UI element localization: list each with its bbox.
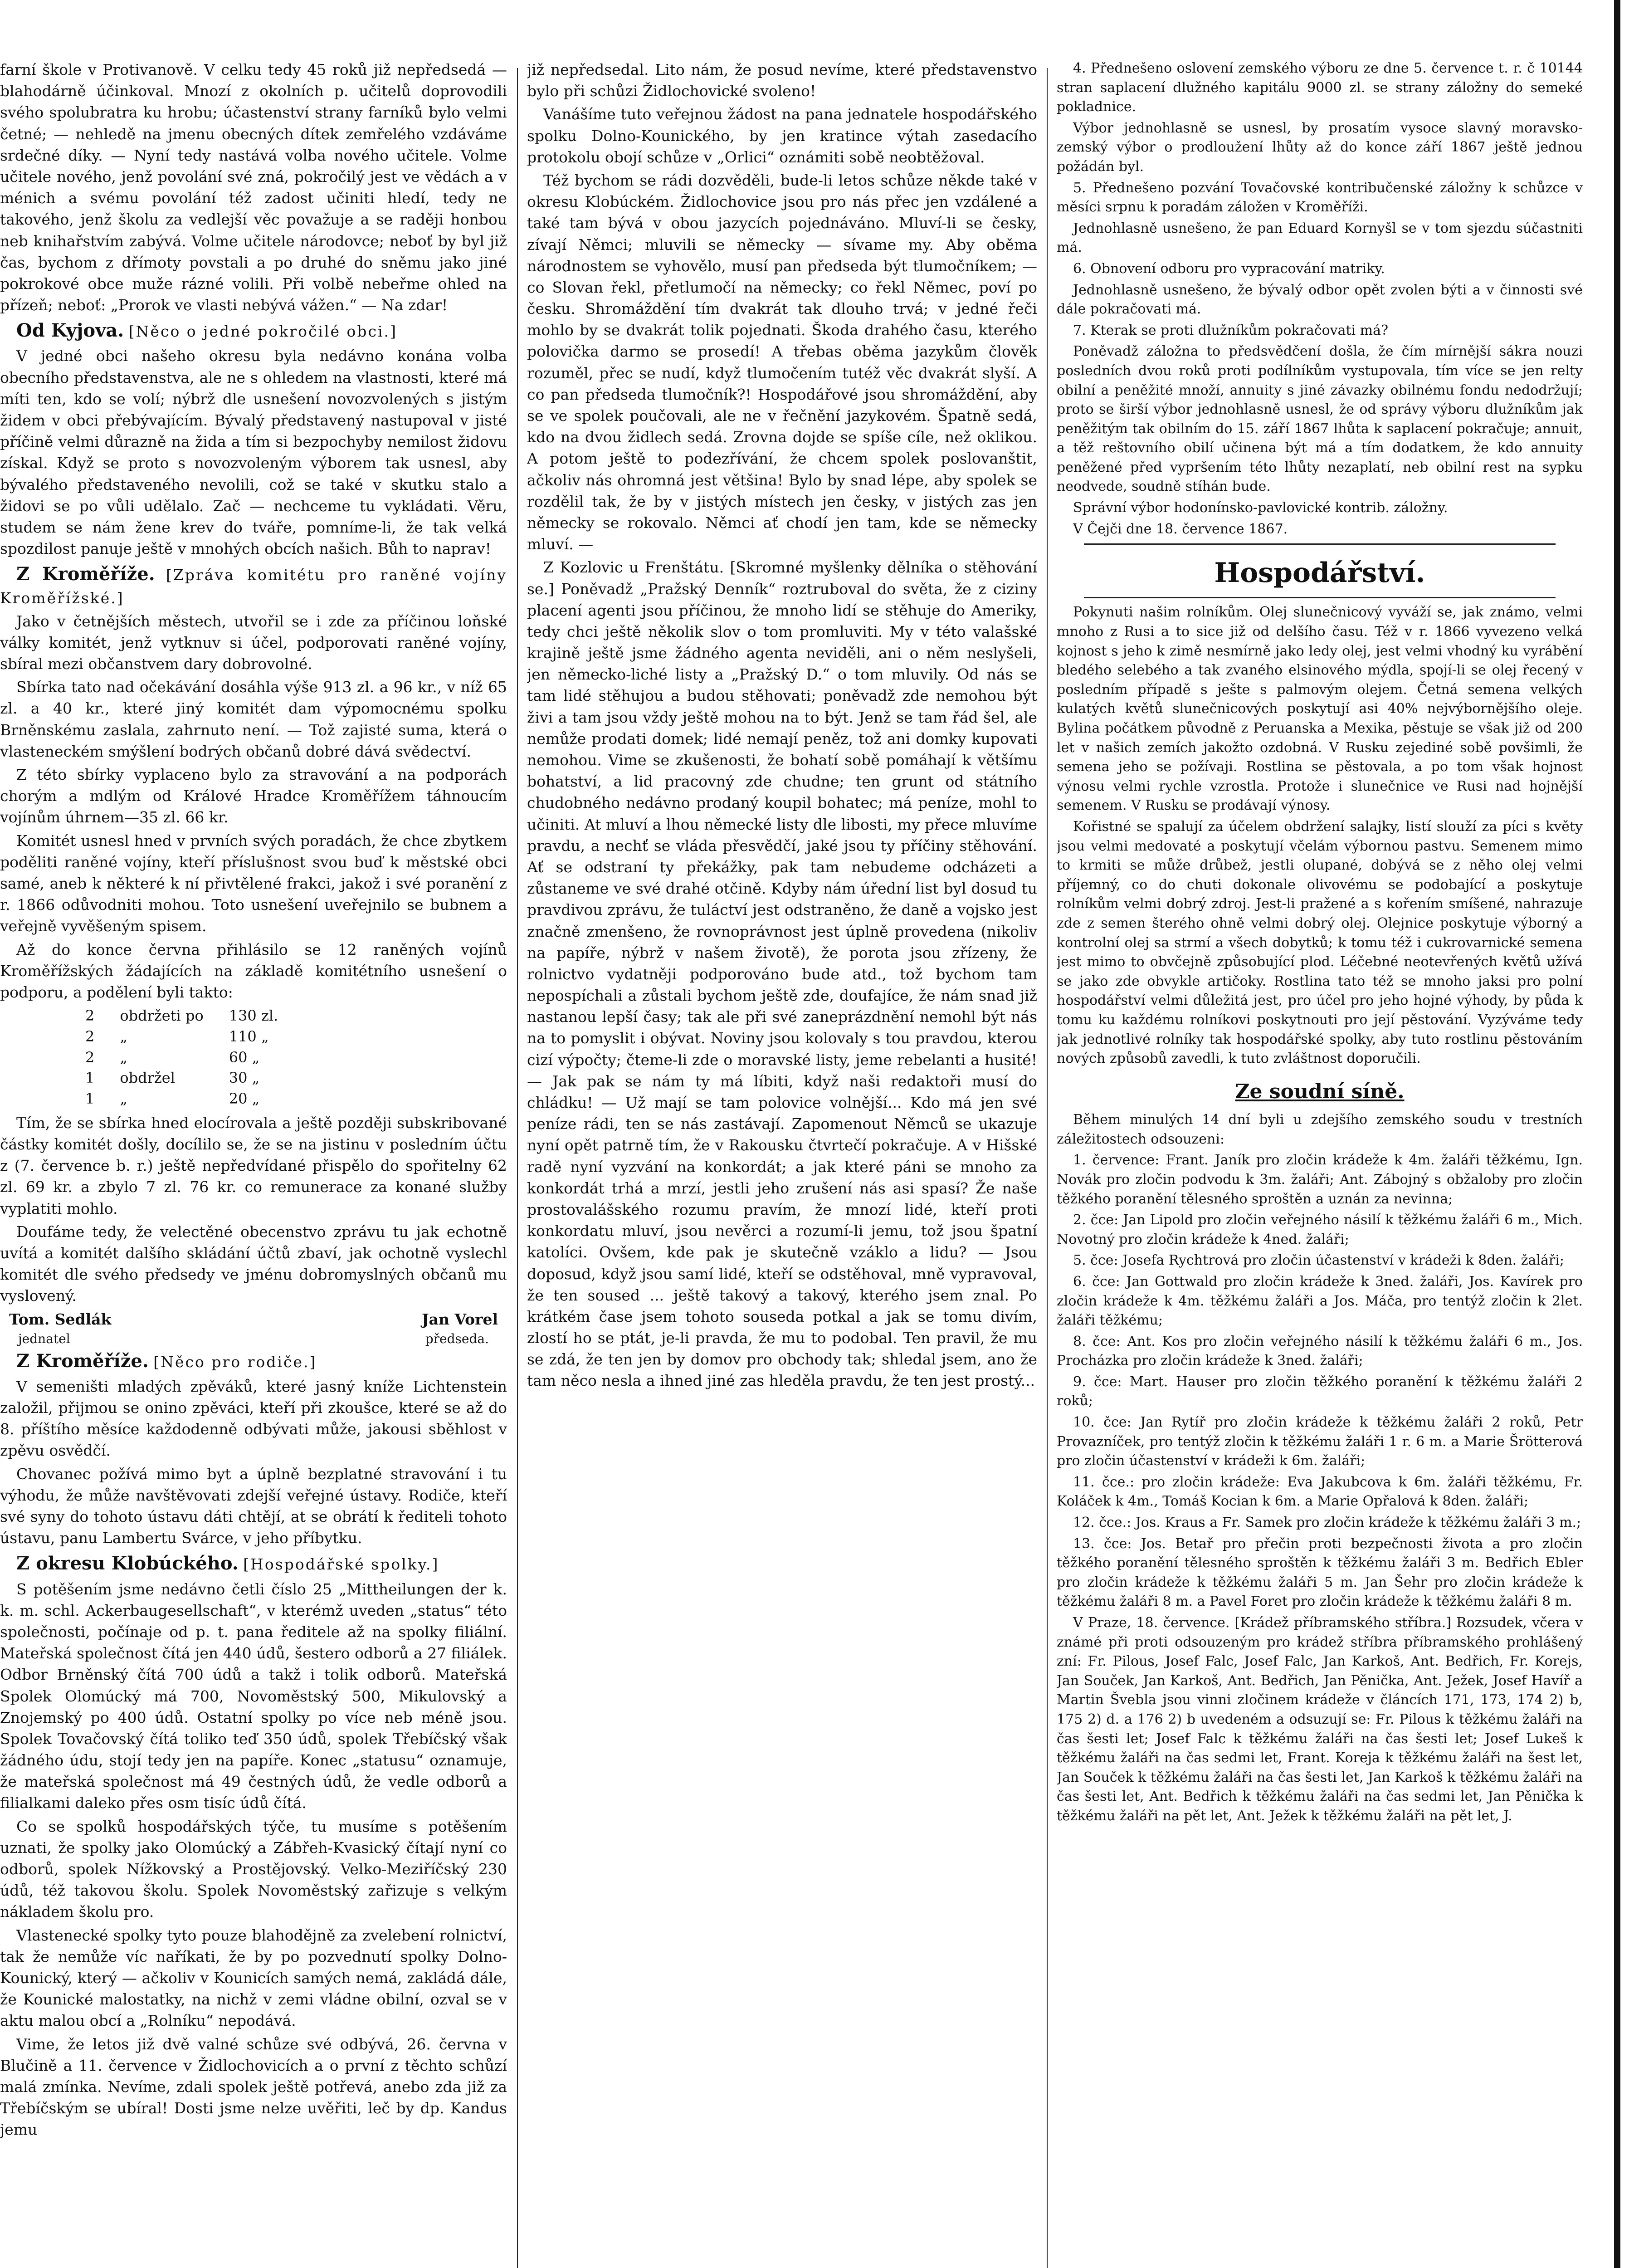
article-paragraph: Jednohlasně usnešeno, že pan Eduard Kornyšl se v tom sjezdu súčastniti má. bbox=[1057, 220, 1583, 256]
article-paragraph: Kořistné se spalují za účelem obdržení salajky, listí slouží za píci s květy jsou velmi medovaté a poskytují včelám výbornou pastvu. Semenem mimo to krmiti se může drůbež, jestli olupané, dobývá se z něho olej velmi příjemný, co do chuti dokonale olivovému se podobající a poskytuje rolníkům velmi dobrý zdroj. Jest-li pražené a s kořením smíšené, nahrazuje zde z semen šterého ohně velmi dobrý olej. Olejnice poskytuje výborný a kontrolní olej sa strmí a všech dobytků; k tomu též i cukrovarnické semena jest mimo to obvčejně způsobující plod. Léčebné neotevřených květů užívá se jako zde obvykle artičoky. Rostlina tato též se mnoho jaksi pro polní hospodářství velmi důležitá jest, pro účel pro jeho hojné výhody, by půda k tomu ku každému rolníkovi poskytnouti pro její pěstování. Vyzýváme tedy jak jednotlivé rolníky tak hospodářské spolky, aby tuto rostlinu pěstováním nových způsobů zavedli, k tuto zvláštnost doporučili. bbox=[1057, 818, 1583, 1067]
table-cell: 130 zl. bbox=[229, 1007, 278, 1025]
column-left bbox=[0, 59, 507, 2268]
article-paragraph: Též bychom se rádi dozvěděli, bude-li letos schůze někde také v okresu Klobúckém. Židlochovice jsou pro nás přec jen vzdálené a také tam bývá v obou jazycích pojednáváno. Mluví-li se česky, zívají Němci; mluvili se německy — sívame my. Aby oběma národnostem se vyhovělo, musí pan předseda být tlumočníkem; — co Slovan řekl, přetlumočí na německy; co řekl Němec, poví po česku. Shromáždění tím dvakrát tak dlouho trvá; v jedné řeči mohlo by se dvakrát tolik pojednati. Škoda drahého času, kterého polovička darmo se prosedí! A třebas oběma jazykům člověk rozuměl, přec se nudí, když tlumočením tutéž věc dvakrát slyší. A co pan předseda tlumočník?! Hospodářové jsou shromáždění, aby se ve spolek poučovali, ale ne v řečnění jazykovém. Špatně sedá, kdo na dvou židlech sedá. Zrovna dojde se spíše cíle, než oklikou. A potom ještě to podezřívání, že chcem spolek poslovanštit, ačkoliv nás ohromná jest většina! Bylo by snad lépe, aby spolek se rozdělil tak, že by v jistých místech jen česky, v jistých zas jen německy se rokovalo. Němci ať chodí jen tam, kde se německy mluví. — bbox=[527, 171, 1037, 553]
dateline: Z okresu Klobúckého. bbox=[16, 1553, 239, 1574]
table-cell: obdržel bbox=[120, 1069, 175, 1087]
dateline: Od Kyjova. bbox=[16, 320, 124, 342]
page-edge bbox=[1614, 0, 1620, 2268]
list-item: 12. čce.: Jos. Kraus a Fr. Samek pro zločin krádeže k těžkému žaláři 3 m.; bbox=[1073, 1515, 1581, 1531]
table-cell: 1 bbox=[85, 1069, 95, 1087]
table-cell: 2 bbox=[85, 1048, 95, 1066]
article-paragraph: Poněvadž záložna to předsvědčení došla, že čím mírnější sákra nouzi posledních dvou roků proti podílníkům vystupovala, tím více se jen relty obilní a peněžité množí, annuity s jiné závazky obilnému fondu nedodržují; proto se širší výbor jednohlasně usnesl, že od správy výboru dlužníkům jak peněžitým tak obilním do 15. září 1867 lhůta k saplacení pokračuje; annuit, a těž reštovního obilí učinena být má a tím dodatkem, že kdo annuity peněžené před vypršením této lhůty nezaplatí, neb obilní rest na sypku neodvede, soudně stíhán bude. bbox=[1057, 343, 1583, 495]
table-cell: „ bbox=[120, 1090, 127, 1108]
table-cell: „ bbox=[120, 1048, 127, 1066]
article-paragraph: V Praze, 18. července. [Krádež příbramského stříbra.] Rozsudek, včera v známé při proti odsouzeným pro krádež stříbra příbramského prohlášený zní: Fr. Pilous, Josef Falc, Josef Falc, Jan Karkoš, Ant. Bedřich, Fr. Korejs, Jan Souček, Jan Karkoš, Ant. Bedřich, Jan Pěnička, Ant. Ježek, Josef Havíř a Martin Švebla jsou vinni zločinem krádeže v článcích 171, 173, 174 2) b, 175 2) d. a 176 2) b uvedeném a odsuzují se: Fr. Pilous k těžkému žaláři na čas šesti let; Josef Falc k těžkému žaláři na čas šesti let; Josef Lukeš k těžkému žaláři na čas sedmi let, Frant. Koreja k těžkému žaláři na šest let, Jan Souček k těžkému žaláři na čas šesti let, Jan Karkoš k těžkému žaláři na čas šesti let, Ant. Bedřich k těžkému žaláři na čas sedmi let, Jan Pěnička k těžkému žaláři na pět let, Ant. Ježek k těžkému žaláři na pět let, J. bbox=[1057, 1615, 1583, 1824]
signature-role: jednatel bbox=[18, 1331, 70, 1346]
table-cell: „ bbox=[120, 1027, 127, 1045]
signature-role: předseda. bbox=[425, 1331, 489, 1346]
dateline: Z Kroměříže. bbox=[16, 563, 155, 585]
article-kromeriz bbox=[0, 561, 507, 608]
list-item: 9. čce: Mart. Hauser pro zločin těžkého poranění k těžkému žaláři 2 roků; bbox=[1057, 1374, 1583, 1409]
article-paragraph: V jedné obci našeho okresu byla nedávno konána volba obecního představenstva, ale ne s ohledem na vlastnosti, které má míti ten, kdo se volí; nýbrž dle usnešení novozvolených s jistým židem v obci přebývajícím. Bývalý představený nastupoval v jisté příčině velmi důrazně na žida a tím si bezpochyby nemilost židovu získal. Když se proto s novozvoleným výborem tak usnesl, aby bývalého představeného nevolili, což se také v skutku stalo a židovi se po vůli udělalo. Zač — nechceme tu vykládati. Věru, studem se nám žene krev do tváře, pomníme-li, že tak velká spozdilost panuje ještě v mnohých obcích našich. Bůh to naprav! bbox=[0, 347, 507, 558]
table-row bbox=[73, 1068, 291, 1089]
article-paragraph: 4. Přednešeno oslovení zemského výboru ze dne 5. července t. r. č 10144 stran saplacení dlužného kapitálu 9000 zl. se strany záložny do semeké pokladnice. bbox=[1057, 60, 1583, 115]
list-item: 10. čce: Jan Rytíř pro zločin krádeže k těžkému žaláři 2 roků, Petr Provazníček, pro tentýž zločin k těžkému žaláři 1 r. 6 m. a Marie Šrötterová pro zločin účastenství v krádeži k 6m. žaláři; bbox=[1057, 1414, 1583, 1469]
table-cell: 110 „ bbox=[229, 1027, 269, 1045]
list-item: 1. července: Frant. Janík pro zločin krádeže k 4m. žaláři těžkému, Ign. Novák pro zločin podvodu k 3m. žaláři; Ant. Zábojný s obžaloby pro zločin těžkého poranění tělesného sproštěn a uznán za nevinna; bbox=[1057, 1152, 1583, 1207]
list-item: 8. čce: Ant. Kos pro zločin veřejného násilí k těžkému žaláři 6 m., Jos. Procházka pro zločin krádeže k 3ned. žaláři; bbox=[1057, 1333, 1583, 1369]
article-paragraph: Vanášíme tuto veřejnou žádost na pana jednatele hospodářského spolku Dolno-Kounického, by jen kratince výtah zasedacího protokolu obojí schůze v „Orlici“ oznámiti sobě neobtěžoval. bbox=[527, 105, 1037, 166]
column-middle bbox=[527, 59, 1037, 2268]
table-row bbox=[73, 1006, 291, 1026]
table-row bbox=[73, 1026, 291, 1047]
article-tag: [Něco pro rodiče.] bbox=[153, 1353, 317, 1371]
signature-roles bbox=[0, 1330, 507, 1348]
list-item: 2. čce: Jan Lipold pro zločin veřejného násilí k těžkému žaláři 6 m., Mich. Novotný pro zločin krádeže k 4ned. žaláři; bbox=[1057, 1212, 1583, 1247]
table-cell: 60 „ bbox=[229, 1048, 260, 1066]
article-paragraph: Chovanec požívá mimo byt a úplně bezplatné stravování i tu výhodu, že může navštěvovati zdejší veřejné ústavy. Rodiče, kteří své syny do tohoto ústavu dáti chtějí, at se obrátí k řediteli tohoto ústavu, panu Lambertu Svárce, v jeho příbytku. bbox=[0, 1465, 507, 1547]
article-paragraph: farní škole v Protivanově. V celku tedy 45 roků již nepředsedá — blahodárně účinkoval. Mnozí z okolních p. učitelů doprovodili svého spolubratra ku hrobu; účastenství strany farníků bylo velmi četné; — nehledě na jmenu obecných dítek zemřelého vzdáváme srdečné díky. — Nyní tedy nastává volba nového učitele. Volme učitele nového, jenž povolání své zná, pokročilý jest ve vědách a v ménich a svému povolání též zadost učiniti hledí, tedy ne takového, jenž školu za vedlejší věc považuje a se raději honbou neb knihařstvím zabývá. Volme učitele národovce; neboť by byl již čas, bychom z dřímoty povstali a po druhé do sněmu jako jiné pokrokové obce muže rázné volili. Při volbě nebeřme ohled na přízeň; neboť: „Prorok ve vlasti nebývá vážen.“ — Na zdar! bbox=[0, 61, 507, 314]
article-paragraph: Jako v četnějších městech, utvořil se i zde za příčinou loňské války komitét, jenž vytknuv si účel, podporovati raněné vojíny, sbíral mezi občanstvem dary dobrovolné. bbox=[0, 612, 507, 673]
signature-name: Tom. Sedlák bbox=[9, 1310, 112, 1328]
article-paragraph: 5. Přednešeno pozvání Tovačovské kontribučenské záložny k schůzce v měsíci srpnu k poradám záložen v Kroměříži. bbox=[1057, 180, 1583, 215]
article-klobouky bbox=[0, 1550, 507, 1576]
section-divider bbox=[1084, 597, 1556, 598]
article-paragraph: Doufáme tedy, že velectěné obecenstvo zprávu tu jak echotně uvítá a komitét dalšího skládání účtů zbaví, jak ochotně vyslechl komitét dle svého předsedy ve jménu dobromyslných občanů mu vyslovený. bbox=[0, 1222, 507, 1305]
article-kromeriz-2 bbox=[0, 1348, 507, 1374]
article-kyjov bbox=[0, 318, 507, 343]
section-heading-hospodarstvi: Hospodářství. bbox=[1214, 557, 1425, 589]
article-paragraph: Výbor jednohlasně se usnesl, by prosatím vysoce slavný moravsko-zemský výbor o prodloužení lhůty až do konce září 1867 ještě jednou požádán byl. bbox=[1057, 120, 1583, 175]
article-paragraph: Co se spolků hospodářských týče, tu musíme s potěšením uznati, že spolky jako Olomúcký a Zábřeh-Kvasický čítají nyní co odborů, spolek Nížkovský a Prostějovský. Velko-Meziříčský 230 údů, též takovou školu. Spolek Novoměstský zařizuje s velkým nákladem školu pro. bbox=[0, 1817, 507, 1921]
article-tag: [Hospodářské spolky.] bbox=[243, 1555, 439, 1574]
table-cell: 2 bbox=[85, 1007, 95, 1025]
article-paragraph: Sbírka tato nad očekávání dosáhla výše 913 zl. a 96 kr., v níž 65 zl. a 40 kr., které jiný komitét dam výpomocnému spolku Brněnskému zaslala, zahrnuto není. — Tož zajisté suma, která o vlasteneckém smýšlení bodrých občanů dobré dává svědectví. bbox=[0, 678, 507, 760]
article-paragraph: již nepředsedal. Lito nám, že posud nevíme, které představenstvo bylo při schůzi Židlochovické svoleno! bbox=[527, 61, 1037, 100]
table-row bbox=[73, 1089, 291, 1110]
article-paragraph: 6. Obnovení odboru pro vypracování matriky. bbox=[1073, 260, 1385, 277]
article-paragraph: S potěšením jsme nedávno četli číslo 25 „Mittheilungen der k. k. m. schl. Ackerbaugesellschaft“, v kterémž uveden „status“ této společnosti, počínaje od p. t. pana ředitele až na spolky filiální. Mateřská společnost čítá jen 440 údů, šestero odborů a 27 filiálek. Odbor Brněnský čítá 700 údů a takž i tolik odborů. Mateřská Spolek Olomúcký má 700, Novoměstský 500, Mikulovský a Znojemský po 400 údů. Ostatní spolky po více neb méně jsou. Spolek Tovačovský čítá toliko teď 350 údů, spolek Třebíčský však žádného údu, stojí tedy jen na papíře. Konec „statusu“ oznamuje, že mateřská společnost má 49 čestných údů, že vedle odborů a filialkami daleko přes osm tisíc údů čítá. bbox=[0, 1580, 507, 1812]
article-paragraph: Z této sbírky vyplaceno bylo za stravování a na podporách chorým a mdlým od Králové Hradce Kroměřížem táhnoucím vojínům úhrnem—35 zl. 66 kr. bbox=[0, 766, 507, 826]
section-divider bbox=[1084, 543, 1556, 545]
list-item: 6. čce: Jan Gottwald pro zločin krádeže k 3ned. žaláři, Jos. Kavírek pro zločin krádeže k 4m. těžkému žaláři a Jos. Máča, pro tentýž zločin k 2let. žaláři těžkému; bbox=[1057, 1273, 1583, 1329]
table-row bbox=[73, 1047, 291, 1068]
article-paragraph: Správní výbor hodonínsko-pavlovické kontrib. záložny. bbox=[1073, 500, 1448, 516]
list-item: 5. čce: Josefa Rychtrová pro zločin účastenství v krádeži k 8den. žaláři; bbox=[1073, 1252, 1564, 1269]
list-item: 11. čce.: pro zločin krádeže: Eva Jakubcova k 6m. žaláři těžkému, Fr. Koláček k 4m., Tomáš Kocian k 6m. a Marie Opřalová k 8den. žaláři; bbox=[1057, 1474, 1583, 1510]
article-paragraph: Z Kozlovic u Frenštátu. [Skromné myšlenky dělníka o stěhování se.] Poněvadž „Pražský Denník“ roztruboval do světa, že z ciziny placení agenti jsou příčinou, že mnoho lidí se stěhuje do Ameriky, tedy chci ještě několik slov o tom promluviti. My v této valašské krajině ještě jsme žádného agenta neviděli, ani o něm neslyšeli, jen německo-liché listy a „Pražský D.“ o tom mluvily. Od nás se tam lidé stěhujou a budou stěhovati; poněvadž zde nemohou být živi a tam jsou vždy ještě mohou na to být. Jenž se tam řád šel, ale nemůže prodati domek; lidé nemají peněz, tož ani domky kupovati nemohou. Vime se zkušenosti, že bohatí sobě pomáhají k většímu bohatství, a lid pracovný zde chudne; ten grunt od státního chudobného nedávno prodaný koupil bohatec; má peníze, mohl to učiniti. At mluví a lhou německé listy dle libosti, my přece mluvíme pravdu, a nechť se vláda přesvědčí, jaké jsou ty příčiny stěhování. Ať se odstraní ty překážky, pak tam nebudeme odcházeti a zůstaneme ve své drahé otčině. Kdyby nám úřední list byl dosud tu pravdivou zprávu, že tuláctví jest odstraněno, že daně a vojsko jest značně zmenšeno, že rovnoprávnost jest úplně provedena (nikoliv na papíře, nýbrž v našem životě), že porota jsou zřízeny, že rolnictvo vydatněji podporováno bude atd., tož bychom tam nepospíchali a zůstali bychom ještě zde, doufajíce, že nám snad již nastanou lepší časy; tak ale při své zaneprázdnění nemohl být nás na to pomyslit i obývat. Noviny jsou kolovaly s tou pravdou, kterou cizí výpočty; čteme-li zde o moravské listy, jeme rebelanti a husité! — Jak pak se nám ty má líbiti, když naši redaktoři musí do chládku! — Už mají se tam polovice volnější... Kdo má jen své peníze rádi, ten se nás zastávají. Zapomenout Němců se ukazuje nyní opět patrně tím, že v Rakousku čtvrtečí pokračuje. A v Hišské radě nyní vyzvání na konkordát; a jak které páni se mnoho za konkordát trhá a mrzí, jestli jeho zrušení nás asi spasí? Že naše prostovalášského rozumu pravím, že mnozí lidé, kteří proti konkordatu mluví, jsou nevěrci a rozumí-li jemu, tož jsou špatní katolíci. Ovšem, kde pak je skutečně vzáklo a lidu? — Jsou doposud, když jsou samí lidé, kteří se odstěhoval, mně vypravoval, že ten soused ... ještě takový a takový, kterého jsem znal. Po krátkém čase jsem tohoto souseda potkal a jak se tomu divím, zlostí ho se ptát, je-li pravda, že mu to podobal. Ten pravil, že mu se zdá, že ten jen by domov pro obchody tak; shledal jsem, ano že tam něco nesla a ihned jiné zas hleděla pravdu, že ten jest prostý... bbox=[527, 558, 1037, 1390]
article-paragraph: Jednohlasně usnešeno, že bývalý odbor opět zvolen býti a v činnosti své dále pokračovati má. bbox=[1057, 282, 1583, 318]
section-heading-soudni-sin: Ze soudní síně. bbox=[1235, 1080, 1405, 1103]
table-cell: 2 bbox=[85, 1027, 95, 1045]
article-tag: [Něco o jedné pokročilé obci.] bbox=[128, 323, 397, 341]
column-right bbox=[1057, 59, 1583, 2268]
article-paragraph: 7. Kterak se proti dlužníkům pokračovati má? bbox=[1073, 322, 1389, 338]
table-cell: 1 bbox=[85, 1090, 95, 1108]
article-paragraph: Vime, že letos již dvě valné schůze své odbývá, 26. června v Blučině a 11. července v Židlochovicích a o první z těchto schůzí malá zmínka. Nevíme, zdali spolek ještě potřevá, anebo zda již za Třebíčským se ubíral! Dosti jsme nelze uvěřiti, leč by dp. Kandus jemu bbox=[0, 2035, 507, 2139]
article-paragraph: Tím, že se sbírka hned elocírovala a ještě později subskribované částky komitét došly, docílilo se, že se na jistinu v posledním účtu z (7. července b. r.) ještě nepředvídané přispělo do spořitelny 62 zl. 69 kr. a zbylo 7 zl. 76 kr. co remunerace za konané služby vyplatiti mohlo. bbox=[0, 1114, 507, 1217]
article-paragraph: V Čejči dne 18. července 1867. bbox=[1073, 521, 1288, 537]
article-paragraph: Komitét usnesl hned v prvních svých poradách, že chce zbytkem poděliti raněné vojíny, kteří příslušnost svou buď k městské obci samé, aneb k některé k ní přivtělené frakci, jakož i své poranění z r. 1866 odůvodniti mohou. Toto usnešení uveřejnilo se bubnem a veřejně vyvěšeným spisem. bbox=[0, 831, 507, 935]
distribution-table bbox=[73, 1006, 291, 1110]
table-cell: 20 „ bbox=[229, 1090, 260, 1108]
column-rule bbox=[1047, 68, 1048, 2268]
list-item: 13. čce: Jos. Betař pro přečin proti bezpečnosti života a pro zločin těžkého poranění tělesného sproštěn k těžkému žaláři 3 m. Bedřich Ebler pro zločin krádeže k těžkému žaláři 5 m. Jan Šehr pro zločin krádeže k těžkému žaláři 8 m. a Pavel Foret pro zločin krádeže k těžkému žaláři 8 m. bbox=[1057, 1535, 1583, 1610]
dateline: Z Kroměříže. bbox=[16, 1350, 149, 1372]
column-rule bbox=[517, 68, 518, 2268]
article-paragraph: Během minulých 14 dní byli u zdejšího zemského soudu v trestních záležitostech odsouzeni: bbox=[1057, 1112, 1583, 1147]
article-paragraph: Vlastenecké spolky tyto pouze blahodějně za zvelebení rolnictví, tak že nemůže víc naříkati, že by po pozvednutí spolky Dolno-Kounický, který — ačkoliv v Kounicích samých nemá, zakládá dále, že Kounické malostatky, na nichž v zemi vládne obilní, ozval se v aktu malou obcí a „Rolníku“ nepodává. bbox=[0, 1926, 507, 2030]
article-tag: [Zpráva komitétu pro raněné vojíny Kroměřížské.] bbox=[0, 566, 507, 607]
signature-block bbox=[0, 1309, 507, 1330]
article-paragraph: Pokynuti našim rolníkům. Olej slunečnicový vyváží se, jak známo, velmi mnoho z Rusi a to sice již od delšího času. Též v r. 1866 vyvezeno velká kojnost s jeho k zimě nesmírně jako ledy olej, jest velmi vhodný ku vyrábění bledého selebého a tak zvaného elsinového mýdla, spojí-li se olej řecený v posledním případě s ješte s palmovým olejem. Četná semena velkých kulatých květů slunečnicových poskytují asi 40% nejvýbornějšího oleje. Bylina počátkem původně z Peruanska a Mexika, pěstuje se však již od 200 let v našich zemích jakožto ozdobná. V Rusku zejediné sobě povšimli, že semena jeho se požívaji. Rostlina se pěstovala, a po tom však hojnost výnosu velmi rychle vzrostla. Protože i slunečnice ve Rusi nad hojnější semenem. V Rusku se prodávají výnosy. bbox=[1057, 604, 1583, 814]
article-paragraph: Až do konce června přihlásilo se 12 raněných vojínů Kroměřížských žádajících na základě komitétního usnešení o podporu, a podělení byli takto: bbox=[0, 940, 507, 1001]
signature-name: Jan Vorel bbox=[422, 1310, 498, 1328]
article-paragraph: V semeništi mladých zpěváků, které jasný kníže Lichtenstein založil, přijmou se onino zpěváci, kteří při zkoušce, které se až do 8. příštího měsíce každodenně odbývati může, jakousi sběhlost v zpěvu osvědčí. bbox=[0, 1377, 507, 1460]
table-cell: obdržeti po bbox=[120, 1007, 204, 1025]
table-cell: 30 „ bbox=[229, 1069, 260, 1087]
